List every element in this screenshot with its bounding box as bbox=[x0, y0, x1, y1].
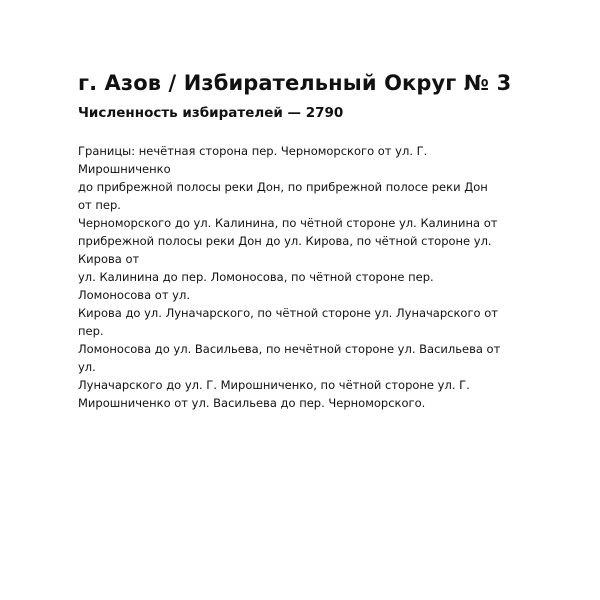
voter-count-subtitle: Численность избирателей — 2790 bbox=[78, 105, 344, 121]
boundary-line: Кирова до ул. Луначарского, по чётной стороне ул. Луначарского от bbox=[78, 306, 498, 320]
boundary-line: ул. Калинина до пер. Ломоносова, по чётной стороне пер. bbox=[78, 270, 434, 284]
boundary-line: от пер. bbox=[78, 198, 121, 212]
boundary-line: Ломоносова от ул. bbox=[78, 288, 190, 302]
boundary-line: ул. bbox=[78, 360, 96, 374]
boundary-line: Мирошниченко bbox=[78, 162, 171, 176]
boundary-line: прибрежной полосы реки Дон до ул. Кирова, по чётной стороне ул. bbox=[78, 234, 492, 248]
boundary-line: Кирова от bbox=[78, 252, 140, 266]
boundary-line: Черноморского до ул. Калинина, по чётной стороне ул. Калинина от bbox=[78, 216, 498, 230]
boundary-line: Луначарского до ул. Г. Мирошниченко, по чётной стороне ул. Г. bbox=[78, 378, 470, 392]
boundary-line: Ломоносова до ул. Васильева, по нечётной стороне ул. Васильева от bbox=[78, 342, 501, 356]
boundary-line: пер. bbox=[78, 324, 104, 338]
boundary-line: Мирошниченко от ул. Васильева до пер. Черноморского. bbox=[78, 396, 426, 410]
boundary-line: Границы: нечётная сторона пер. Черноморского от ул. Г. bbox=[78, 144, 428, 158]
boundary-description bbox=[78, 142, 538, 412]
district-title: г. Азов / Избирательный Округ № 3 bbox=[78, 71, 512, 95]
boundary-line: до прибрежной полосы реки Дон, по прибрежной полосе реки Дон bbox=[78, 180, 488, 194]
document-content bbox=[78, 68, 538, 412]
